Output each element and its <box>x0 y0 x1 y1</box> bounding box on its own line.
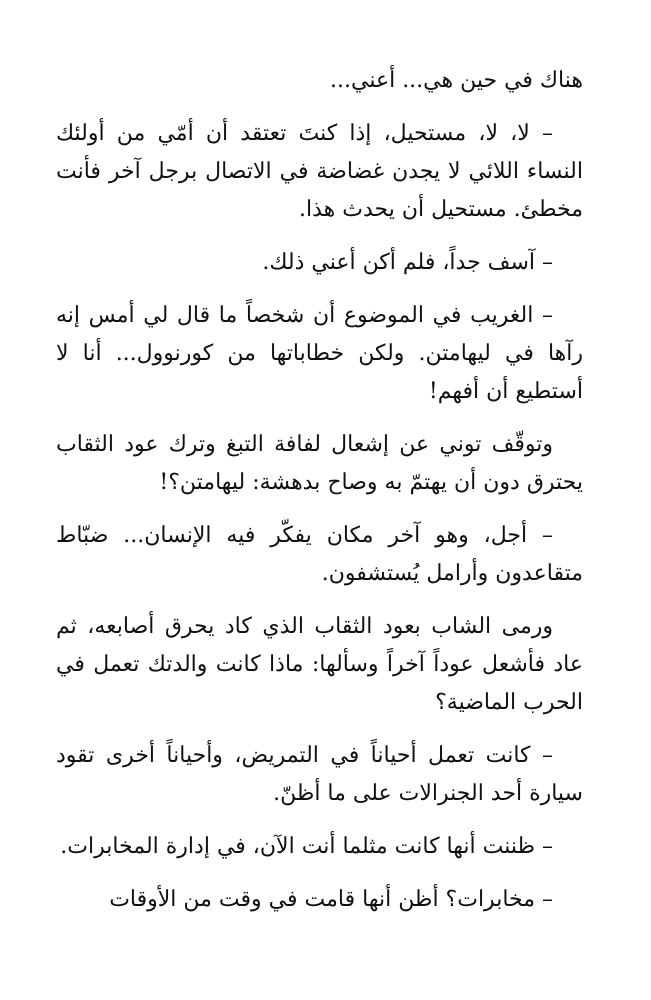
paragraph-2: – لا، لا، مستحيل، إذا كنتَ تعتقد أن أمّي من أولئك النساء اللائي لا يجدن غضاضة في الاتصال برجل آخر فأنت مخطئ. مستحيل أن يحدث هذا. <box>56 121 583 222</box>
paragraph-3: – آسف جداً، فلم أكن أعني ذلك. <box>262 250 553 275</box>
paragraph-1: هناك في حين هي... أعني... <box>330 68 583 93</box>
paragraph-6: – أجل، وهو آخر مكان يفكّر فيه الإنسان... ضبّاط متقاعدون وأرامل يُستشفون. <box>56 523 583 586</box>
paragraph-5: وتوقّف توني عن إشعال لفافة التبغ وترك عود الثقاب يحترق دون أن يهتمّ به وصاح بدهشة: ليهامتن؟! <box>56 432 583 495</box>
paragraph-7: ورمى الشاب بعود الثقاب الذي كاد يحرق أصابعه، ثم عاد فأشعل عوداً آخراً وسألها: ماذا كانت والدتك تعمل في الحرب الماضية؟ <box>56 614 583 715</box>
paragraph-8: – كانت تعمل أحياناً في التمريض، وأحياناً أخرى تقود سيارة أحد الجنرالات على ما أظنّ. <box>56 743 583 806</box>
paragraph-4: – الغريب في الموضوع أن شخصاً ما قال لي أمس إنه رآها في ليهامتن. ولكن خطاباتها من كورنوول... أنا لا أستطيع أن أفهم! <box>56 303 583 404</box>
paragraph-9: – ظننت أنها كانت مثلما أنت الآن، في إدارة المخابرات. <box>60 834 553 859</box>
paragraph-10: – مخابرات؟ أظن أنها قامت في وقت من الأوقات <box>109 887 553 912</box>
